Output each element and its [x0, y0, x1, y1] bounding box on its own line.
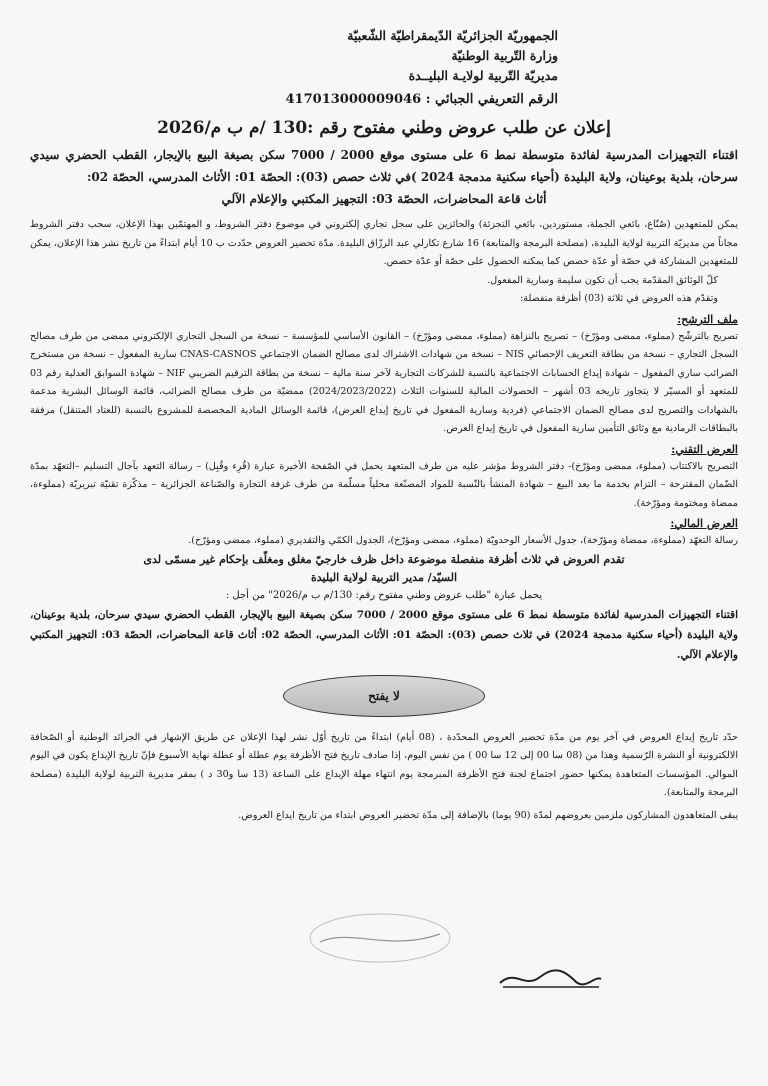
- tax-id-line: [30, 90, 558, 110]
- do-not-open-box: [30, 675, 738, 717]
- submission-object: اقتناء التجهيزات المدرسية لفائدة متوسطة نمط 6 على مستوى موقع 2000 / 7000 سكن بصيغة البيع بالإيجار، القطب الحضري سيدي سرحان، بلدية بوعينان، ولاية البليدة (أحياء سكنية مدمجة 2024) في ثلاث حصص (03): الحصّة 01: الأثاث المدرسي، الحصّة 02: أثاث قاعة المحاضرات، الحصّة 03: التجهيز المكتبي والإعلام الآلي.: [30, 608, 738, 661]
- tax-id-value: 417013000009046: [285, 92, 422, 107]
- technical-offer-heading: العرض التقني:: [671, 442, 738, 456]
- documents-validity-note: كلّ الوثائق المقدّمة يجب أن تكون سليمة وسارية المفعول.: [487, 274, 718, 286]
- do-not-open-label: لا يفتح: [283, 675, 485, 717]
- candidature-heading: ملف الترشح:: [677, 312, 738, 326]
- republic-name: الجمهوريّة الجزائريّة الدّيمقراطيّة الشّعبيّة: [347, 28, 558, 43]
- object-line-1: اقتناء التجهيزات المدرسية لفائدة متوسطة نمط 6 على مستوى موقع 2000 / 7000 سكن بصيغة البيع بالإيجار، القطب الحضري سيدي سرحان، بلدية بوعينان، ولاية البليدة (أحياء سكنية مدمجة 2024 )في ثلاث حصص (03): الحصّة 01: الأثاث المدرسي، الحصّة 02:: [30, 148, 738, 184]
- ministry-name: وزارة التّربية الوطنيّة: [451, 48, 558, 63]
- candidature-text: تصريح بالترشّح (مملوء، ممضى ومؤرّخ) – تصريح بالنزاهة (مملوء، ممضى ومؤرّخ) – القانون الأساسي للمؤسسة – نسخة من السجل التجاري الإلكتروني ممضى من طرف مصالح السجل التجاري – نسخة من بطاقة التعريف الإحصائي NIS – نسخة من شهادات الاشتراك لدى مصالح الضمان الاجتماعي CNAS-CASNOS سارية المفعول – نسخة من مستخرج الضرائب ساري المفعول – شهادة إيداع الحسابات الاجتماعية بالنسبة للشركات التجارية لآخر سنة مالية – نسخة من بطاقة الترقيم الضريبي NIF – شهادة السوابق العدلية رقم 03 للمتعهد أو المسيّر لا يتجاوز تاريخه 03 أشهر – الحصولات المالية للسنوات الثلاث (2024/2023/2022) ممضيّة من طرف مصالح الضرائب، قائمة الوسائل البشرية مدعمة بالشهادات والتصريح لدى مصالح الضمان الاجتماعي (فردية وسارية المفعول في تاريخ إيداع العرض)، قائمة الوسائل المادية المخصصة للمشروع بالنسبة (للعتاد المتنقل) مرفقة بالبطاقات الرمادية مع وثائق التأمين سارية المفعول في تاريخ إيداع العرض.: [30, 330, 738, 434]
- envelopes-note: وتقدّم هذه العروض في ثلاثة (03) أظرفة منفصلة:: [520, 293, 718, 304]
- technical-offer-text: التصريح بالاكتتاب (مملوء، ممضى ومؤرّخ)- دفتر الشروط مؤشر عليه من طرف المتعهد يحمل في الصّفحة الأخيرة عبارة (قُرِء وقُبِل) – رسالة التعهد بآجال التسليم –التعهّد بمدّة الضّمان المقترحة – التزام بخدمة ما بعد البيع – شهادة المنشأ بالنّسبة للمواد المصنّعة محلياً مسلّمة من طرف غرفة التجارة والصّناعة الجزائرية – مذكّرة تقنيّة تبريريّة (مملوءة، ممضاة ومختومة ومؤرّخة).: [30, 460, 738, 509]
- intro-paragraph: يمكن للمتعهدين (صُنّاع، بائعي الجملة، مستوردين، بائعي التجزئة) والحائزين على سجل تجاري إلكتروني في موضوع دفتر الشروط، و المهتمّين بهذا الإعلان، سحب دفتر الشروط مجاناً من مديريّة التربية لولاية البليدة، (مصلحة البرمجة والمتابعة) 16 شارع تكارلي عبد الرزّاق البليدة. مدّة تحضير العروض حدّدت ب 10 أيام ابتداءً من تاريخ نشر هذا الإعلان، يمكن للمتعهدين المشاركة في حصّة أو عدّة حصص كما يمكنه الحصول على حصّة أو عدّة حصص.: [30, 219, 738, 267]
- submission-line-1: تقدم العروض في ثلاث أظرفة منفصلة موضوعة داخل ظرف خارجيّ مغلق ومغلّف بإحكام غير مسمّى لدى: [143, 552, 625, 566]
- tax-id-label: الرقم التعريفي الجبائي :: [425, 92, 558, 107]
- tender-object: [30, 144, 738, 210]
- official-stamp-icon: [300, 908, 460, 968]
- object-line-2: أثاث قاعة المحاضرات، الحصّة 03: التجهيز المكتبي والإعلام الآلي: [221, 192, 547, 206]
- submission-line-2: السيّد/ مدير التربية لولاية البليدة: [310, 570, 457, 584]
- signature-icon: [495, 965, 605, 991]
- financial-offer-text: رسالة التعهّد (مملوءة، ممضاة ومؤرّخة)، جدول الأسعار الوحدويّة (مملوء، ممضى ومؤرّخ)، الجدول الكمّي والتقديري (مملوء، ممضى ومؤرّخ).: [188, 535, 738, 546]
- letterhead: [30, 26, 738, 110]
- deadline-paragraph: حدّد تاريخ إيداع العروض في آخر يوم من مدّة تحضير العروض المحدّدة ، (08 أيام) ابتداءً من تاريخ أوّل نشر لهذا الإعلان عن طريق الإشهار في الجرائد الوطنية أو الصّحافة الالكترونية أو النشرة الرّسمية وهذا من (08 سا 00 إلى 12 سا 00 ) من نفس اليوم، إذا صادف تاريخ فتح الأظرفة يوم عطلة أو عطلة نهاية الأسبوع فإنّ تاريخ الإيداع يكون في اليوم الموالي. المؤسسات المتعاهدة يمكنها حضور اجتماع لجنة فتح الأظرفة المبرمجة يوم انتهاء مهلة الإيداع على الساعة (13 سا و30 د ) بمقر مديرية التربية لولاية البليدة (مصلحة البرمجة والمتابعة).: [30, 731, 738, 798]
- validity-paragraph: يبقى المتعاهدون المشاركون ملزمين بعروضهم لمدّة (90 يوما) بالإضافة إلى مدّة تحضير العروض ابتداء من تاريخ ايداع العروض.: [238, 809, 738, 821]
- directorate-name: مديريّة التّربية لولايـة البليــدة: [408, 68, 558, 83]
- announcement-title: إعلان عن طلب عروض وطني مفتوح رقم :130 /م ب م/2026: [157, 118, 611, 138]
- submission-line-3: يحمل عبارة "طلب عروض وطني مفتوح رقم: 130/م ب م/2026" من أجل :: [225, 589, 543, 601]
- financial-offer-heading: العرض المالي:: [670, 517, 738, 530]
